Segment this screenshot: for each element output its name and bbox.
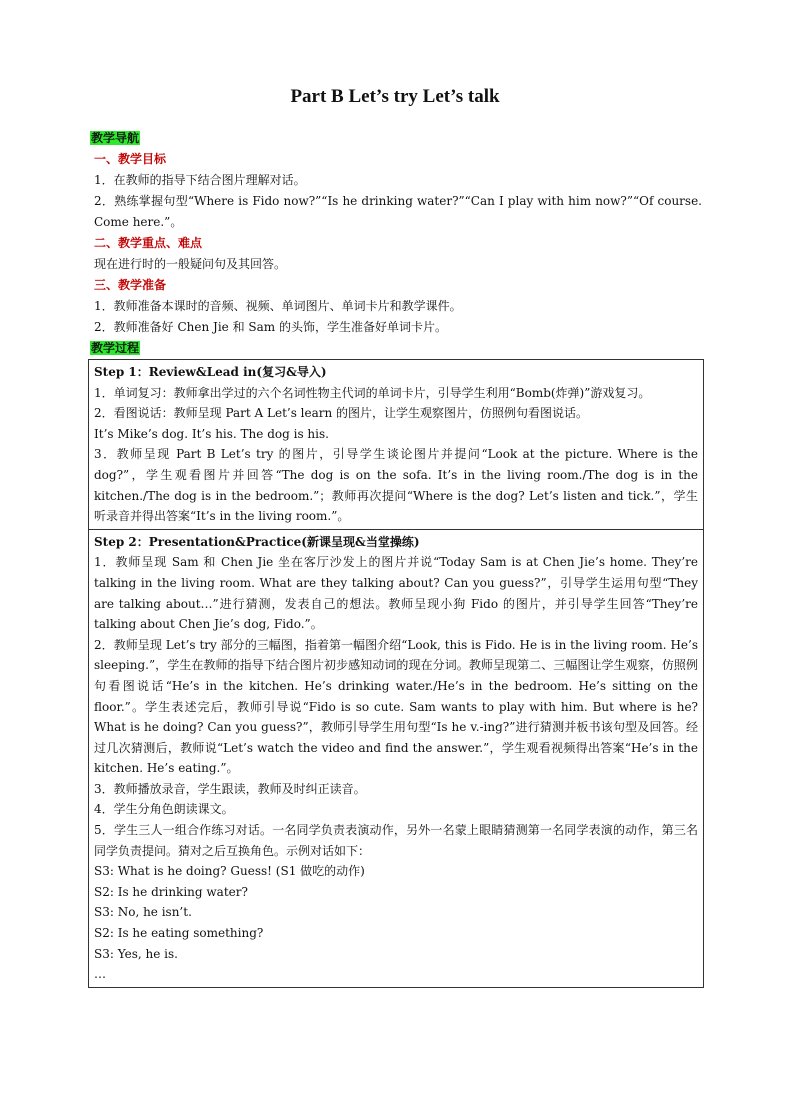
goal-item: 2．熟练掌握句型“Where is Fido now?”“Is he drinking water?”“Can I play with him now?”“Of course. Come here.”。 [94,194,702,229]
step-heading: Step 2：Presentation&Practice(新课呈现&当堂操练) [94,534,420,549]
key-points-heading: 二、教学重点、难点 [94,236,203,250]
process-table [88,359,704,988]
step-line: It’s Mike’s dog. It’s his. The dog is his. [94,426,329,441]
key-point-item: 现在进行时的一般疑问句及其回答。 [94,257,287,271]
teaching-guide-label: 教学导航 [91,131,140,145]
step-line: 1．教师呈现 Sam 和 Chen Jie 坐在客厅沙发上的图片并说“Today Sam is at Chen Jie’s home. They’re talking in the living room. What are they talking about? Can you guess?”，引导学生运用句型“They are talking about…”进行猜测，发表自己的想法。教师呈现小狗 Fido 的图片，并引导学生回答“They’re talking about Chen Jie’s dog, Fido.”。 [94,555,698,632]
step-line: 3．教师播放录音，学生跟读，教师及时纠正读音。 [94,781,366,796]
table-row [89,360,704,530]
teaching-process-label: 教学过程 [91,341,140,355]
page-title: Part B Let’s try Let’s talk [290,86,500,107]
step-line: 1．单词复习：教师拿出学过的六个名词性物主代词的单词卡片，引导学生利用“Bomb(炸弹)”游戏复习。 [94,385,651,400]
step-line: 5．学生三人一组合作练习对话。一名同学负责表演动作，另外一名蒙上眼睛猜测第一名同学表演的动作，第三名同学负责提问。猜对之后互换角色。示例对话如下： [94,823,698,858]
step-cell [89,529,704,987]
step-line: 3．教师呈现 Part B Let’s try 的图片，引导学生谈论图片并提问“Look at the picture. Where is the dog?”，学生观看图片并回答“The dog is on the sofa. It’s in the living room./The dog is in the kitchen./The dog is in the bedroom.”；教师再次提问“Where is the dog? Let’s listen and tick.”，学生听录音并得出答案“It’s in the living room.”。 [94,447,698,524]
step-cell [89,360,704,530]
step-line: 2．看图说话：教师呈现 Part A Let’s learn 的图片，让学生观察图片，仿照例句看图说话。 [94,406,589,421]
dialogue-line: S3: What is he doing? Guess! (S1 做吃的动作) [94,864,365,879]
preparation-heading: 三、教学准备 [94,278,167,292]
dialogue-line: S3: Yes, he is. [94,946,178,961]
goal-item: 1．在教师的指导下结合图片理解对话。 [94,173,306,187]
preparation-item: 1．教师准备本课时的音频、视频、单词图片、单词卡片和教学课件。 [94,299,462,313]
document-content [91,128,702,988]
goals-heading: 一、教学目标 [94,152,167,166]
dialogue-line: S3: No, he isn’t. [94,905,192,920]
preparation-item: 2．教师准备好 Chen Jie 和 Sam 的头饰，学生准备好单词卡片。 [94,320,447,334]
dialogue-line: … [94,967,106,982]
dialogue-line: S2: Is he eating something? [94,926,264,941]
step-heading: Step 1：Review&Lead in(复习&导入) [94,365,327,379]
step-line: 2．教师呈现 Let’s try 部分的三幅图，指着第一幅图介绍“Look, this is Fido. He is in the living room. He’s sleeping.”，学生在教师的指导下结合图片初步感知动词的现在分词。教师呈现第二、三幅图让学生观察，仿照例句看图说话“He’s in the kitchen. He’s drinking water./He’s in the bedroom. He’s sitting on the floor.”。学生表述完后，教师引导说“Fido is so cute. Sam wants to play with him. But where is he? What is he doing? Can you guess?”，教师引导学生用句型“Is he v.-ing?”进行猜测并板书该句型及回答。经过几次猜测后，教师说“Let’s watch the video and find the answer.”，学生观看视频得出答案“He’s in the kitchen. He’s eating.”。 [94,637,698,776]
step-line: 4．学生分角色朗读课文。 [94,802,234,817]
table-row [89,529,704,987]
dialogue-line: S2: Is he drinking water? [94,884,248,899]
